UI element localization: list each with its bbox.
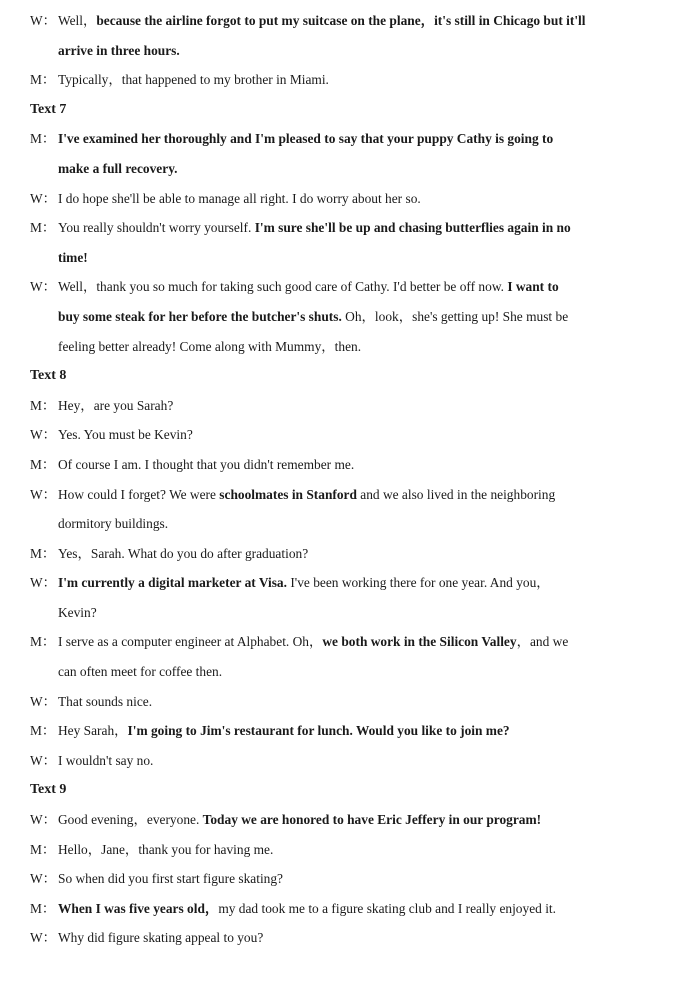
speaker-label: W： bbox=[30, 693, 57, 709]
dialogue-text: Oh，look，she's getting up! She must be bbox=[341, 308, 569, 324]
dialogue-text: Typically，that happened to my brother in Miami. bbox=[58, 72, 329, 88]
speaker-label: M： bbox=[30, 220, 56, 236]
dialogue-line bbox=[30, 65, 670, 95]
section-heading: Text 9 bbox=[30, 782, 67, 798]
dialogue-line bbox=[30, 627, 670, 657]
dialogue-continuation bbox=[30, 154, 670, 184]
dialogue-text: and we also lived in the neighboring bbox=[356, 486, 556, 502]
dialogue-continuation bbox=[30, 36, 670, 66]
dialogue-text: my dad took me to a figure skating club and I really enjoyed it. bbox=[218, 900, 556, 916]
dialogue-text: Well， bbox=[58, 13, 97, 28]
emphasized-text: I'm sure she'll be up and chasing butterflies again in no bbox=[254, 220, 571, 236]
emphasized-text: buy some steak for her before the butcher's shuts. bbox=[58, 308, 342, 324]
speaker-label: M： bbox=[30, 456, 56, 472]
dialogue-text: ，and we bbox=[516, 634, 569, 650]
emphasized-text: I've examined her thoroughly and I'm pleased to say that your puppy Cathy is going to bbox=[58, 131, 554, 147]
emphasized-text: we both work in the Silicon Valley bbox=[322, 634, 517, 650]
speaker-label: W： bbox=[30, 190, 57, 206]
speaker-label: M： bbox=[30, 72, 56, 88]
dialogue-text: Hello，Jane，thank you for having me. bbox=[58, 841, 274, 857]
dialogue-text: So when did you first start figure skating? bbox=[58, 871, 283, 887]
dialogue-text: You really shouldn't worry yourself. bbox=[58, 220, 255, 236]
emphasized-text: because the airline forgot to put my suitcase on the plane，it's still in Chicago but it'll bbox=[96, 13, 586, 28]
emphasized-text: arrive in three hours. bbox=[58, 42, 180, 58]
emphasized-text: make a full recovery. bbox=[58, 160, 178, 176]
speaker-label: M： bbox=[30, 841, 56, 857]
dialogue-continuation bbox=[30, 657, 670, 687]
dialogue-text: Well，thank you so much for taking such good care of Cathy. I'd better be off now. bbox=[58, 279, 508, 295]
dialogue-continuation bbox=[30, 302, 670, 332]
dialogue-text: That sounds nice. bbox=[58, 693, 153, 709]
section-heading: Text 8 bbox=[30, 368, 67, 384]
emphasized-text: I'm going to Jim's restaurant for lunch. Would you like to join me? bbox=[127, 723, 510, 739]
dialogue-line bbox=[30, 124, 670, 154]
dialogue-text: Of course I am. I thought that you didn't remember me. bbox=[58, 456, 355, 472]
dialogue-line bbox=[30, 746, 670, 776]
dialogue-text: Yes，Sarah. What do you do after graduation? bbox=[58, 545, 309, 561]
emphasized-text: schoolmates in Stanford bbox=[219, 486, 357, 502]
speaker-label: W： bbox=[30, 427, 57, 443]
dialogue-text: Good evening，everyone. bbox=[58, 812, 203, 828]
dialogue-line bbox=[30, 480, 670, 510]
speaker-label: M： bbox=[30, 131, 56, 147]
dialogue-text: How could I forget? We were bbox=[58, 486, 220, 502]
emphasized-text: When I was five years old， bbox=[58, 900, 219, 916]
emphasized-text: I want to bbox=[507, 279, 559, 295]
dialogue-line bbox=[30, 6, 670, 36]
dialogue-line bbox=[30, 923, 670, 953]
dialogue-line bbox=[30, 835, 670, 865]
speaker-label: W： bbox=[30, 279, 57, 295]
speaker-label: M： bbox=[30, 545, 56, 561]
dialogue-line bbox=[30, 568, 670, 598]
dialogue-line bbox=[30, 716, 670, 746]
dialogue-text: Why did figure skating appeal to you? bbox=[58, 930, 264, 946]
emphasized-text: time! bbox=[58, 249, 88, 265]
speaker-label: W： bbox=[30, 812, 57, 828]
dialogue-line bbox=[30, 805, 670, 835]
dialogue-text: Yes. You must be Kevin? bbox=[58, 427, 193, 443]
dialogue-text: Hey Sarah， bbox=[58, 723, 128, 739]
section-heading: Text 7 bbox=[30, 101, 67, 117]
speaker-label: W： bbox=[30, 930, 57, 946]
dialogue-continuation bbox=[30, 598, 670, 628]
dialogue-continuation bbox=[30, 332, 670, 362]
dialogue-text: I've been working there for one year. And you， bbox=[286, 575, 550, 591]
speaker-label: M： bbox=[30, 634, 56, 650]
speaker-label: M： bbox=[30, 397, 56, 413]
dialogue-line bbox=[30, 450, 670, 480]
dialogue-line bbox=[30, 213, 670, 243]
emphasized-text: I'm currently a digital marketer at Visa. bbox=[58, 575, 287, 591]
emphasized-text: Today we are honored to have Eric Jeffery in our program! bbox=[202, 812, 542, 828]
dialogue-line bbox=[30, 184, 670, 214]
dialogue-text: I wouldn't say no. bbox=[58, 752, 154, 768]
speaker-label: W： bbox=[30, 575, 57, 591]
dialogue-text: Hey，are you Sarah? bbox=[58, 397, 174, 413]
dialogue-line bbox=[30, 539, 670, 569]
dialogue-text: I do hope she'll be able to manage all right. I do worry about her so. bbox=[58, 190, 421, 206]
speaker-label: W： bbox=[30, 13, 57, 28]
dialogue-line bbox=[30, 864, 670, 894]
speaker-label: W： bbox=[30, 871, 57, 887]
dialogue-text: can often meet for coffee then. bbox=[58, 664, 223, 680]
dialogue-line bbox=[30, 687, 670, 717]
dialogue-text: dormitory buildings. bbox=[58, 516, 169, 532]
speaker-label: W： bbox=[30, 752, 57, 768]
speaker-label: M： bbox=[30, 723, 56, 739]
dialogue-line bbox=[30, 894, 670, 924]
dialogue-text: I serve as a computer engineer at Alphabet. Oh， bbox=[58, 634, 323, 650]
dialogue-line bbox=[30, 420, 670, 450]
dialogue-continuation bbox=[30, 509, 670, 539]
dialogue-text: feeling better already! Come along with Mummy，then. bbox=[58, 338, 362, 354]
dialogue-continuation bbox=[30, 243, 670, 273]
dialogue-line bbox=[30, 272, 670, 302]
speaker-label: W： bbox=[30, 486, 57, 502]
speaker-label: M： bbox=[30, 900, 56, 916]
dialogue-text: Kevin? bbox=[58, 604, 97, 620]
dialogue-line bbox=[30, 391, 670, 421]
transcript-document bbox=[30, 6, 670, 953]
